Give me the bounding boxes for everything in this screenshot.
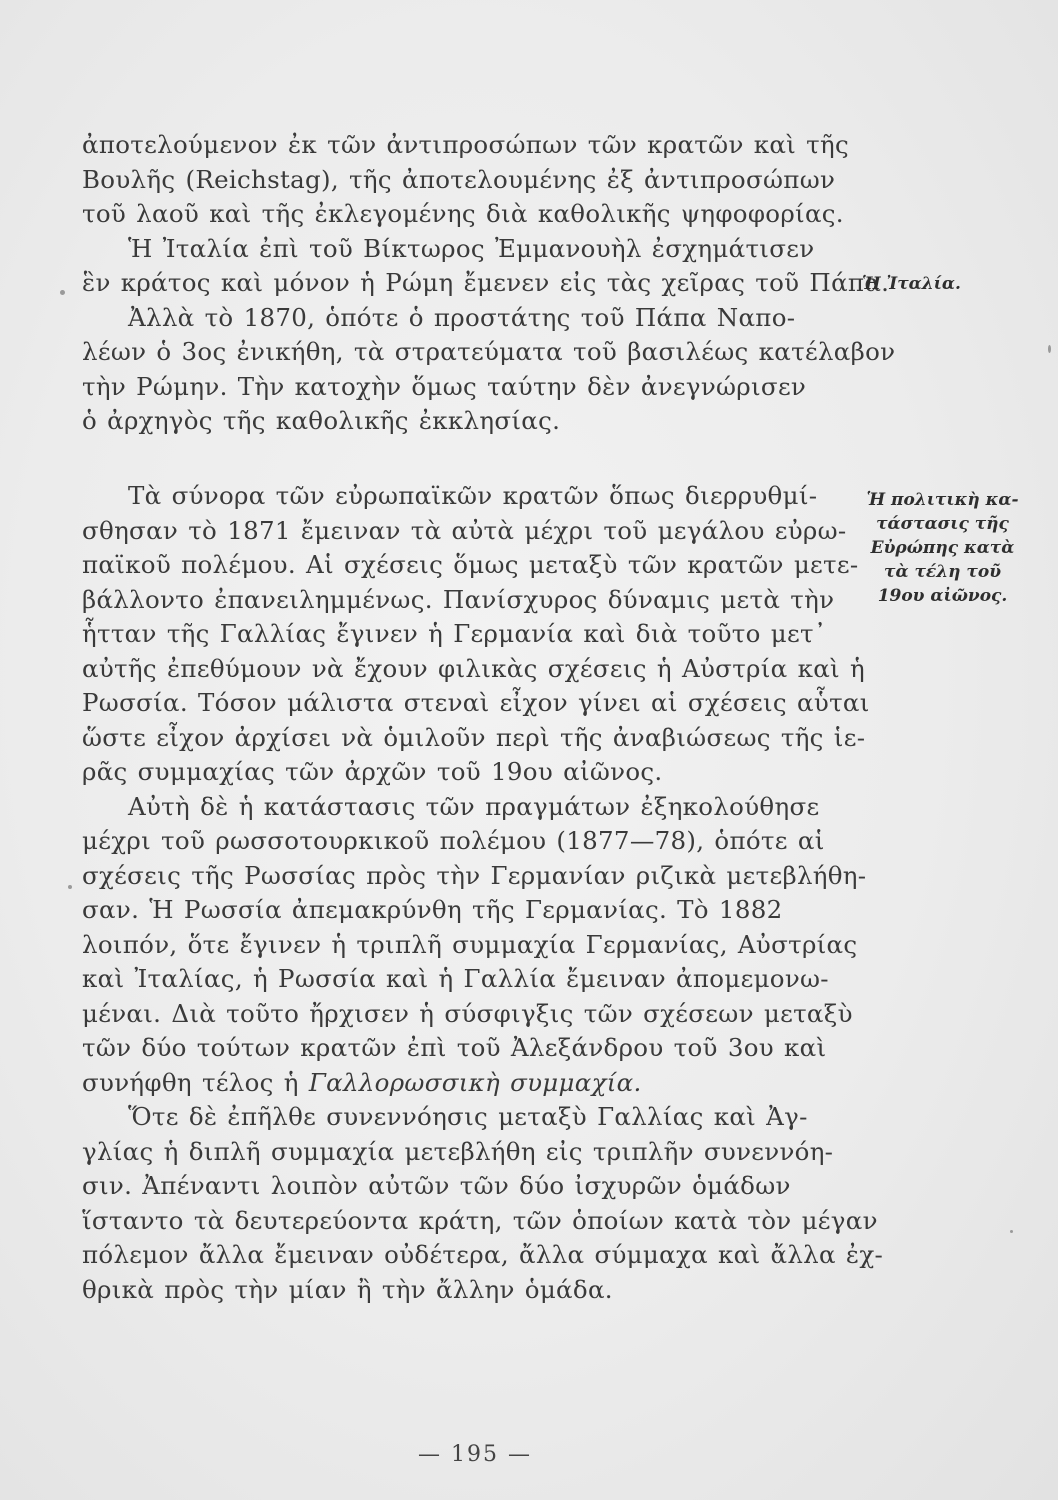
text-line: Τὰ σύνορα τῶν εὐρωπαϊκῶν κρατῶν ὅπως διερρυθμί- (128, 481, 818, 510)
text-line: Βουλῆς (Reichstag), τῆς ἀποτελουμένης ἐξ ἀντιπροσώπων (82, 164, 836, 194)
text-line: σαν. Ἡ Ρωσσία ἀπεμακρύνθη τῆς Γερμανίας. Τὸ 1882 (82, 895, 783, 924)
paper-speck (60, 290, 65, 295)
text-line: μέναι. Διὰ τοῦτο ἤρχισεν ἡ σύσφιγξις τῶν σχέσεων μεταξὺ (82, 998, 853, 1028)
text-line-start: συνήφθη τέλος ἡ (82, 1067, 309, 1097)
text-line: ἵσταντο τὰ δευτερεύοντα κράτη, τῶν ὁποίων κατὰ τὸν μέγαν (82, 1205, 878, 1235)
text-line: πόλεμον ἄλλα ἔμειναν οὐδέτερα, ἄλλα σύμμαχα καὶ ἄλλα ἐχ- (82, 1240, 884, 1269)
text-line: σθησαν τὸ 1871 ἔμειναν τὰ αὐτὰ μέχρι τοῦ μεγάλου εὐρω- (82, 515, 847, 545)
text-line: καὶ Ἰταλίας, ἡ Ρωσσία καὶ ἡ Γαλλία ἔμειναν ἀπομεμονω- (82, 964, 829, 993)
text-line: τῶν δύο τούτων κρατῶν ἐπὶ τοῦ Ἀλεξάνδρου τοῦ 3ου καὶ (82, 1033, 827, 1062)
margin-note-line: Ἡ πολιτικὴ κα- (866, 490, 1019, 510)
text-line: Ρωσσία. Τόσον μάλιστα στεναὶ εἶχον γίνει αἱ σχέσεις αὗται (82, 688, 870, 717)
text-line: σιν. Ἀπέναντι λοιπὸν αὐτῶν τῶν δύο ἰσχυρῶν ὁμάδων (82, 1171, 791, 1200)
text-line: λοιπόν, ὅτε ἔγινεν ἡ τριπλῆ συμμαχία Γερμανίας, Αὐστρίας (82, 929, 858, 959)
margin-note-line: 19ου αἰῶνος. (877, 586, 1008, 606)
text-line: ἀποτελούμενον ἐκ τῶν ἀντιπροσώπων τῶν κρατῶν καὶ τῆς (82, 130, 850, 159)
text-line: ἓν κράτος καὶ μόνον ἡ Ρώμη ἔμενεν εἰς τὰς χεῖρας τοῦ Πάπα. (82, 268, 890, 297)
paper-speck (1048, 345, 1051, 353)
page-number: — 195 — (418, 1442, 532, 1467)
margin-note-line: τὰ τέλη τοῦ (884, 562, 1001, 582)
text-line: τοῦ λαοῦ καὶ τῆς ἐκλεγομένης διὰ καθολικῆς ψηφοφορίας. (82, 199, 844, 228)
text-line: γλίας ἡ διπλῆ συμμαχία μετεβλήθη εἰς τριπλῆν συνεννόη- (82, 1136, 834, 1166)
text-line: μέχρι τοῦ ρωσσοτουρκικοῦ πολέμου (1877—78), ὁπότε αἱ (82, 826, 825, 855)
text-line: Αὐτὴ δὲ ἡ κατάστασις τῶν πραγμάτων ἐξηκολούθησε (128, 791, 820, 821)
margin-note-line: τάστασις τῆς (876, 514, 1009, 534)
text-line: Ὅτε δὲ ἐπῆλθε συνεννόησις μεταξὺ Γαλλίας καὶ Ἀγ- (128, 1102, 808, 1131)
margin-note-italy: Ἡ Ἰταλία. (862, 274, 961, 294)
paper-speck (68, 885, 72, 889)
paper-speck (1010, 1230, 1013, 1233)
margin-note-line: Εὐρώπης κατὰ (870, 538, 1015, 558)
text-line: βάλλοντο ἐπανειλημμένως. Πανίσχυρος δύναμις μετὰ τὴν (82, 584, 835, 614)
text-line: ὥστε εἶχον ἀρχίσει νὰ ὁμιλοῦν περὶ τῆς ἀναβιώσεως τῆς ἱε- (82, 722, 866, 752)
margin-note-politics (850, 488, 1035, 608)
text-line: ρᾶς συμμαχίας τῶν ἀρχῶν τοῦ 19ου αἰῶνος. (82, 757, 663, 786)
text-line: αὐτῆς ἐπεθύμουν νὰ ἔχουν φιλικὰς σχέσεις ἡ Αὐστρία καὶ ἡ (82, 653, 866, 683)
text-line: παϊκοῦ πολέμου. Αἱ σχέσεις ὅμως μεταξὺ τῶν κρατῶν μετε- (82, 550, 859, 579)
text-line: θρικὰ πρὸς τὴν μίαν ἢ τὴν ἄλλην ὁμάδα. (82, 1274, 613, 1304)
text-line (82, 1068, 642, 1098)
text-line: ὁ ἀρχηγὸς τῆς καθολικῆς ἐκκλησίας. (82, 406, 561, 435)
text-line: τὴν Ρώμην. Τὴν κατοχὴν ὅμως ταύτην δὲν ἀνεγνώρισεν (82, 371, 807, 401)
text-line: Ἡ Ἰταλία ἐπὶ τοῦ Βίκτωρος Ἐμμανουὴλ ἐσχημάτισεν (128, 233, 815, 263)
italic-phrase: Γαλλορωσσικὴ συμμαχία. (308, 1067, 642, 1097)
text-line: σχέσεις τῆς Ρωσσίας πρὸς τὴν Γερμανίαν ριζικὰ μετεβλήθη- (82, 860, 867, 890)
text-line: λέων ὁ 3ος ἐνικήθη, τὰ στρατεύματα τοῦ βασιλέως κατέλαβον (82, 337, 896, 366)
text-line: ἧτταν τῆς Γαλλίας ἔγινεν ἡ Γερμανία καὶ διὰ τοῦτο μετ᾽ (82, 619, 827, 648)
text-line: Ἀλλὰ τὸ 1870, ὁπότε ὁ προστάτης τοῦ Πάπα Ναπο- (128, 302, 796, 332)
